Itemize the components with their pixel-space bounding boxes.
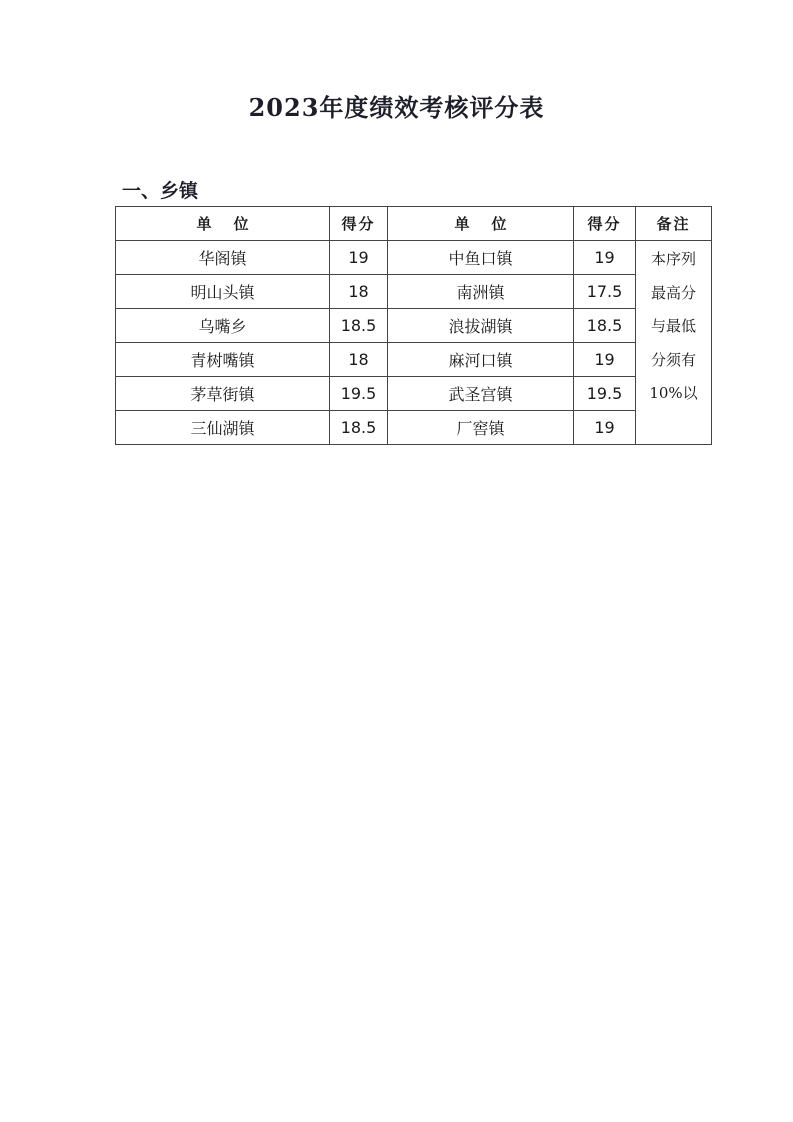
unit-name: 南洲镇 (388, 275, 574, 309)
score-value: 18.5 (330, 411, 388, 445)
unit-name: 厂窖镇 (388, 411, 574, 445)
score-value: 19 (574, 343, 636, 377)
header-unit-1: 单位 (116, 207, 330, 241)
table-row (116, 343, 712, 377)
score-table (115, 206, 712, 445)
score-value: 19 (574, 241, 636, 275)
unit-name: 乌嘴乡 (116, 309, 330, 343)
unit-name: 中鱼口镇 (388, 241, 574, 275)
table-row (116, 241, 712, 275)
score-value: 19.5 (330, 377, 388, 411)
note-line: 最高分 (650, 283, 696, 302)
table-row (116, 377, 712, 411)
note-line: 与最低 (650, 317, 696, 336)
header-score-2: 得分 (574, 207, 636, 241)
unit-name: 浪拔湖镇 (388, 309, 574, 343)
score-value: 19.5 (574, 377, 636, 411)
unit-name: 华阁镇 (116, 241, 330, 275)
score-value: 18.5 (330, 309, 388, 343)
unit-name: 三仙湖镇 (116, 411, 330, 445)
unit-name: 茅草街镇 (116, 377, 330, 411)
page-title: 2023年度绩效考核评分表 (248, 93, 545, 122)
score-value: 18 (330, 343, 388, 377)
header-note: 备注 (636, 207, 712, 241)
unit-name: 青树嘴镇 (116, 343, 330, 377)
section-heading: 一、乡镇 (122, 180, 199, 202)
unit-name: 明山头镇 (116, 275, 330, 309)
table-row (116, 275, 712, 309)
score-value: 19 (574, 411, 636, 445)
score-value: 19 (330, 241, 388, 275)
header-score-1: 得分 (330, 207, 388, 241)
note-line: 10%以 (649, 384, 698, 403)
note-line: 本序列 (650, 250, 696, 268)
score-value: 18.5 (574, 309, 636, 343)
unit-name: 麻河口镇 (388, 343, 574, 377)
score-value: 18 (330, 275, 388, 309)
table-header-row (116, 207, 712, 241)
header-unit-2: 单位 (388, 207, 574, 241)
score-value: 17.5 (574, 275, 636, 309)
note-line: 分须有 (650, 350, 696, 369)
table-row (116, 411, 712, 445)
table-row (116, 309, 712, 343)
unit-name: 武圣宫镇 (388, 377, 574, 411)
note-cell (636, 241, 712, 445)
